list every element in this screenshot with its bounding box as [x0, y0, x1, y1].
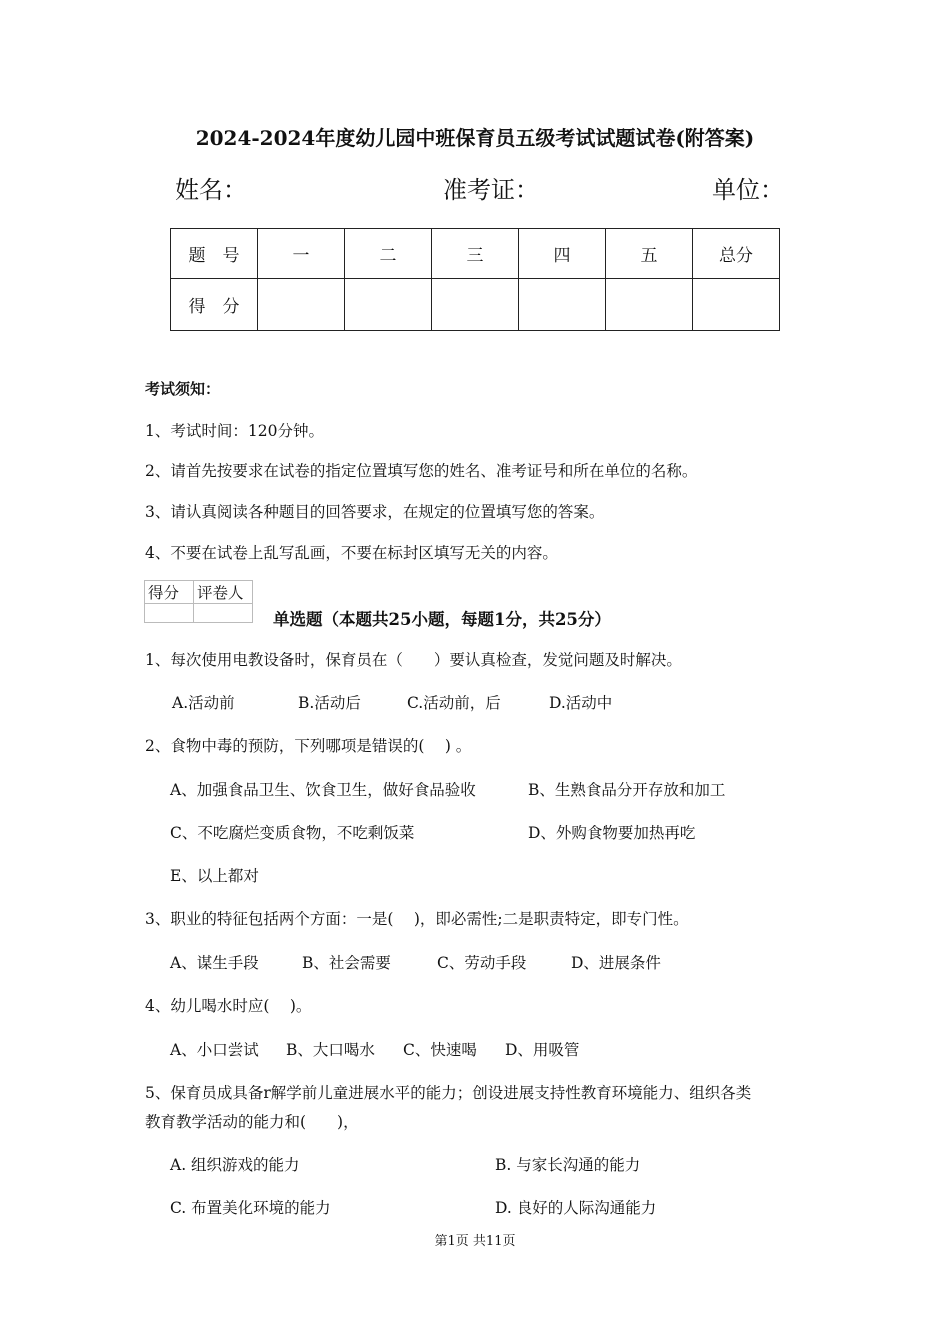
- question-2-stem: 2、食物中毒的预防，下列哪项是错误的( ) 。: [145, 737, 472, 755]
- notice-heading: 考试须知：: [145, 380, 221, 398]
- grader-table-grader-label: 评卷人: [194, 581, 253, 604]
- question-5-stem-line2: 教育教学活动的能力和( )，: [145, 1113, 359, 1131]
- question-5-option-a: A. 组织游戏的能力: [170, 1156, 300, 1174]
- question-3-option-a: A、谋生手段: [170, 954, 259, 972]
- question-1-option-c: C.活动前，后: [407, 694, 501, 712]
- question-2-option-a: A、加强食品卫生、饮食卫生，做好食品验收: [170, 781, 476, 799]
- grader-table-grader-cell[interactable]: [194, 604, 253, 623]
- name-label: 姓名：: [175, 176, 247, 204]
- score-cell-label: 题 号: [171, 229, 258, 279]
- question-3-stem: 3、职业的特征包括两个方面：一是( )，即必需性;二是职责特定，即专门性。: [145, 910, 689, 928]
- question-3-option-d: D、进展条件: [571, 954, 661, 972]
- score-cell-empty[interactable]: [258, 279, 345, 331]
- exam-id-label: 准考证：: [443, 176, 539, 204]
- score-cell-header: 五: [606, 229, 693, 279]
- score-cell-empty[interactable]: [693, 279, 780, 331]
- grader-table-score-cell[interactable]: [145, 604, 194, 623]
- score-cell-empty[interactable]: [606, 279, 693, 331]
- question-4-stem: 4、幼儿喝水时应( )。: [145, 997, 312, 1015]
- score-cell-header: 三: [432, 229, 519, 279]
- notice-item: 2、请首先按要求在试卷的指定位置填写您的姓名、准考证号和所在单位的名称。: [145, 462, 698, 480]
- score-cell-label: 得 分: [171, 279, 258, 331]
- score-table-score-row: [171, 279, 780, 331]
- question-1-option-a: A.活动前: [172, 694, 235, 712]
- question-3-option-c: C、劳动手段: [437, 954, 527, 972]
- question-4-option-b: B、大口喝水: [286, 1041, 375, 1059]
- score-table: [170, 228, 780, 331]
- grader-table: [144, 580, 253, 623]
- question-2-option-c: C、不吃腐烂变质食物，不吃剩饭菜: [170, 824, 415, 842]
- question-4-option-a: A、小口尝试: [170, 1041, 259, 1059]
- question-4-option-c: C、快速喝: [403, 1041, 477, 1059]
- score-cell-header: 二: [345, 229, 432, 279]
- notice-item: 4、不要在试卷上乱写乱画，不要在标封区填写无关的内容。: [145, 544, 558, 562]
- question-4-option-d: D、用吸管: [505, 1041, 580, 1059]
- question-2-option-b: B、生熟食品分开存放和加工: [528, 781, 726, 799]
- question-5-option-d: D. 良好的人际沟通能力: [495, 1199, 657, 1217]
- question-5-stem-line1: 5、保育员成具备r解学前儿童进展水平的能力；创设进展支持性教育环境能力、组织各类: [145, 1084, 752, 1102]
- question-3-option-b: B、社会需要: [302, 954, 391, 972]
- question-2-option-e: E、以上都对: [170, 867, 259, 885]
- grader-table-score-label: 得分: [145, 581, 194, 604]
- question-2-option-d: D、外购食物要加热再吃: [528, 824, 696, 842]
- score-cell-empty[interactable]: [519, 279, 606, 331]
- score-cell-header: 总分: [693, 229, 780, 279]
- document-title: 2024-2024年度幼儿园中班保育员五级考试试题试卷(附答案): [195, 126, 755, 150]
- section-title: 单选题（本题共25小题，每题1分，共25分）: [273, 610, 611, 629]
- score-cell-empty[interactable]: [345, 279, 432, 331]
- score-cell-header: 四: [519, 229, 606, 279]
- score-cell-header: 一: [258, 229, 345, 279]
- unit-label: 单位：: [712, 176, 784, 204]
- score-cell-empty[interactable]: [432, 279, 519, 331]
- notice-item: 3、请认真阅读各种题目的回答要求，在规定的位置填写您的答案。: [145, 503, 605, 521]
- score-table-header-row: [171, 229, 780, 279]
- question-1-option-b: B.活动后: [298, 694, 361, 712]
- question-5-option-b: B. 与家长沟通的能力: [495, 1156, 641, 1174]
- page-footer: 第1页 共11页: [434, 1234, 516, 1249]
- question-1-option-d: D.活动中: [549, 694, 613, 712]
- question-1-stem: 1、每次使用电教设备时，保育员在（ ）要认真检查，发觉问题及时解决。: [145, 651, 682, 669]
- question-5-option-c: C. 布置美化环境的能力: [170, 1199, 331, 1217]
- notice-item: 1、考试时间：120分钟。: [145, 422, 324, 440]
